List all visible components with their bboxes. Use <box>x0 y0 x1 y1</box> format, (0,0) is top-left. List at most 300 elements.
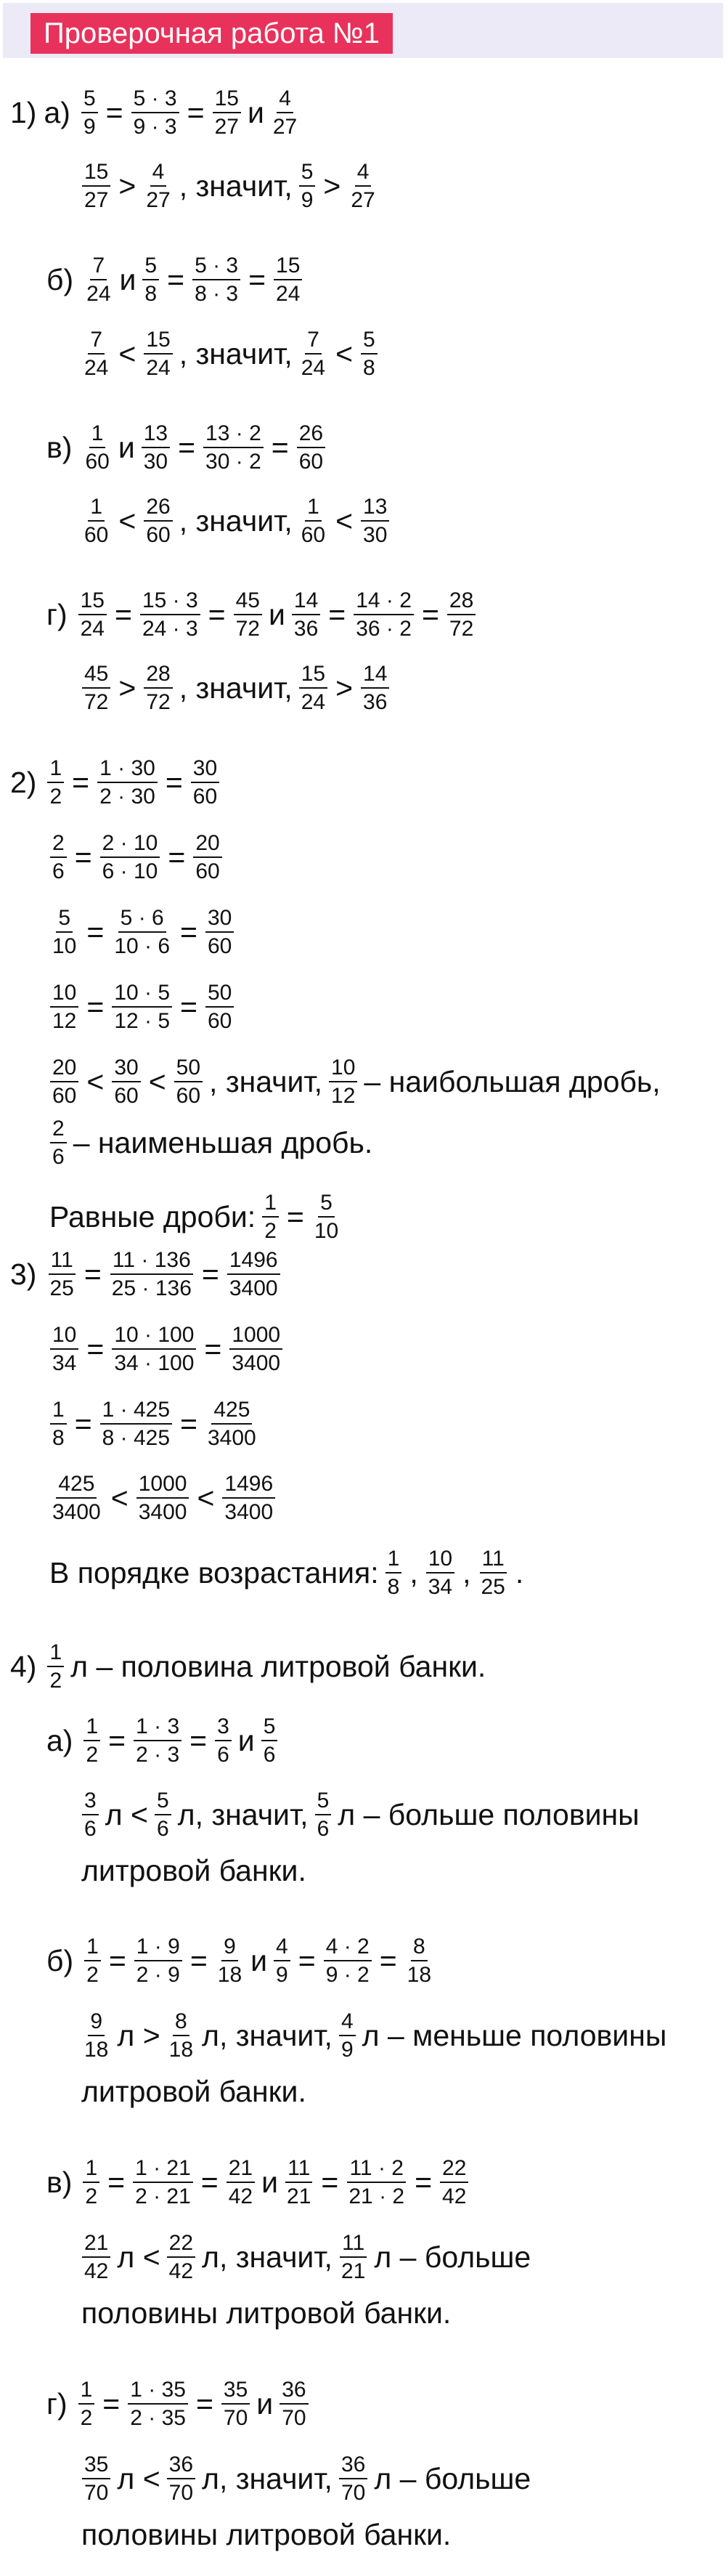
text-run: литровой банки. <box>81 2074 306 2108</box>
fraction-denominator: 9 · 2 <box>325 1963 370 1987</box>
fraction-numerator: 5 <box>361 328 378 355</box>
fraction-denominator: 8 <box>52 1426 65 1450</box>
text-run: половины литровой банки. <box>81 2517 452 2551</box>
fraction-denominator: 36 <box>363 690 388 714</box>
fraction-denominator: 60 <box>192 785 218 809</box>
fraction-denominator: 25 <box>49 1276 74 1300</box>
fraction <box>84 1935 101 1987</box>
operator: < <box>335 503 354 538</box>
fraction-numerator: 30 <box>112 1056 140 1083</box>
fraction-numerator: 5 · 3 <box>192 254 240 281</box>
text-run: – наименьшая дробь. <box>73 1125 373 1159</box>
fraction-denominator: 21 · 2 <box>348 2184 405 2208</box>
fraction-numerator: 11 · 2 <box>347 2157 406 2184</box>
fraction-denominator: 24 <box>80 617 105 641</box>
fraction <box>440 2157 468 2208</box>
fraction-numerator: 7 <box>88 328 105 355</box>
operator: = <box>180 1406 197 1441</box>
fraction <box>205 981 234 1033</box>
fraction-denominator: 70 <box>84 2481 109 2505</box>
fraction-numerator: 425 <box>56 1473 97 1499</box>
fraction <box>299 663 327 714</box>
fraction-numerator: 36 <box>339 2453 367 2480</box>
fraction <box>426 1547 454 1599</box>
fraction-denominator: 34 · 100 <box>114 1351 195 1375</box>
text-run: л – меньше половины <box>362 2018 667 2052</box>
fraction-numerator: 30 <box>191 757 219 784</box>
fraction-denominator: 2 · 30 <box>99 785 155 809</box>
math-line <box>10 756 223 809</box>
fraction-denominator: 42 <box>228 2184 253 2208</box>
fraction <box>203 422 264 474</box>
fraction-numerator: 22 <box>167 2232 195 2259</box>
item-label: а) <box>44 95 70 129</box>
operator: = <box>189 1723 208 1757</box>
fraction <box>47 757 64 809</box>
fraction-numerator: 35 <box>82 2453 110 2480</box>
fraction <box>167 2232 195 2283</box>
fraction-numerator: 13 <box>361 495 389 522</box>
fraction <box>222 1473 275 1524</box>
item-label: б) <box>46 262 74 296</box>
fraction-numerator: 4 <box>150 161 167 187</box>
math-line <box>10 86 303 139</box>
fraction-denominator: 34 <box>52 1351 77 1375</box>
fraction-denominator: 12 <box>331 1084 356 1108</box>
fraction <box>221 2378 250 2430</box>
operator: = <box>201 1257 219 1291</box>
fraction <box>82 2232 110 2283</box>
operator: < <box>197 1481 215 1515</box>
fraction-denominator: 3400 <box>208 1426 256 1450</box>
operator: = <box>178 430 196 464</box>
fraction-denominator: 9 <box>83 115 96 139</box>
fraction-numerator: 1 <box>83 2157 99 2184</box>
fraction <box>82 663 110 714</box>
fraction-denominator: 70 <box>223 2406 248 2430</box>
math-line <box>78 159 381 212</box>
math-line <box>46 421 329 474</box>
fraction <box>361 495 389 547</box>
fraction <box>215 1715 232 1767</box>
math-line <box>78 661 393 714</box>
text-run: л, значит, <box>202 2461 333 2495</box>
fraction-numerator: 5 <box>155 1789 171 1816</box>
fraction-denominator: 2 <box>80 2406 93 2430</box>
fraction-denominator: 60 <box>85 450 110 474</box>
operator: = <box>200 2165 219 2199</box>
fraction-denominator: 60 <box>146 523 171 547</box>
item-label: б) <box>46 1943 74 1977</box>
text-run: л, значит, <box>202 2018 333 2052</box>
fraction-denominator: 8 · 3 <box>195 282 239 306</box>
fraction-denominator: 9 <box>340 2038 354 2062</box>
fraction-denominator: 24 <box>276 282 301 306</box>
text-run: л, значит, <box>202 2240 333 2274</box>
fraction <box>82 2453 110 2505</box>
fraction-numerator: 45 <box>234 589 262 616</box>
fraction-denominator: 72 <box>449 617 474 641</box>
fraction-denominator: 6 <box>263 1743 276 1767</box>
fraction-numerator: 1 · 9 <box>134 1935 182 1962</box>
math-line <box>46 1934 437 1987</box>
text-run: л < <box>105 1797 148 1831</box>
fraction <box>50 1473 103 1524</box>
fraction-numerator: 1 <box>305 495 322 522</box>
operator: < <box>118 336 136 370</box>
operator: = <box>74 840 92 874</box>
fraction-numerator: 5 <box>315 1789 332 1816</box>
fraction-denominator: 6 <box>84 1817 97 1841</box>
fraction-numerator: 28 <box>447 589 476 616</box>
fraction <box>324 1935 372 1987</box>
fraction <box>50 1398 67 1450</box>
fraction-denominator: 72 <box>146 690 171 714</box>
fraction-numerator: 5 <box>261 1715 278 1742</box>
fraction-denominator: 9 · 3 <box>133 115 177 139</box>
fraction-numerator: 1 · 35 <box>128 2378 188 2405</box>
operator: = <box>271 430 289 464</box>
fraction-numerator: 5 · 6 <box>118 907 166 933</box>
fraction-numerator: 1 · 3 <box>134 1715 182 1742</box>
fraction-numerator: 10 <box>50 1324 78 1350</box>
fraction-numerator: 1 · 30 <box>97 757 158 784</box>
math-line <box>78 327 381 380</box>
fraction <box>82 2010 110 2062</box>
fraction <box>81 87 98 139</box>
fraction <box>312 1191 340 1243</box>
fraction-numerator: 20 <box>193 832 221 859</box>
fraction <box>50 1056 78 1108</box>
operator: = <box>74 1406 92 1441</box>
fraction-numerator: 3 <box>82 1789 99 1816</box>
item-label: 4) <box>10 1649 37 1683</box>
fraction-numerator: 14 <box>361 663 389 689</box>
fraction-denominator: 2 <box>49 785 62 809</box>
text-run: , значит, <box>179 169 293 203</box>
fraction <box>112 907 172 958</box>
fraction-numerator: 1 <box>88 495 105 522</box>
operator: > <box>323 169 341 203</box>
fraction <box>97 757 158 809</box>
operator: > <box>118 671 136 705</box>
math-line <box>46 1714 281 1767</box>
fraction <box>112 981 172 1033</box>
fraction-numerator: 1 <box>84 1935 101 1962</box>
fraction-denominator: 10 <box>52 934 77 958</box>
fraction-denominator: 27 <box>84 188 109 212</box>
operator: = <box>189 1943 208 1977</box>
fraction-denominator: 6 <box>52 1145 65 1169</box>
fraction-numerator: 1000 <box>229 1324 282 1350</box>
fraction <box>361 328 378 380</box>
fraction <box>50 1324 78 1375</box>
fraction-denominator: 6 · 10 <box>102 859 158 883</box>
fraction <box>50 907 78 958</box>
fraction <box>133 2157 193 2208</box>
fraction <box>167 2010 195 2062</box>
fraction-denominator: 18 <box>407 1963 432 1987</box>
fraction-denominator: 60 <box>208 934 232 958</box>
operator: , <box>409 1555 418 1589</box>
operator: = <box>108 1943 126 1977</box>
fraction-denominator: 2 <box>49 1669 62 1693</box>
math-line <box>46 905 237 958</box>
fraction <box>234 589 262 641</box>
text-run: л < <box>117 2461 160 2495</box>
math-line <box>46 2377 312 2430</box>
math-line <box>78 2070 309 2113</box>
operator: = <box>180 989 197 1024</box>
fraction-denominator: 2 <box>264 1219 277 1243</box>
fraction-denominator: 6 <box>217 1743 229 1767</box>
fraction-numerator: 425 <box>211 1398 252 1425</box>
fraction <box>386 1547 402 1599</box>
fraction-numerator: 4 · 2 <box>324 1935 372 1962</box>
text-run: и <box>118 430 135 464</box>
operator: = <box>421 597 439 631</box>
fraction-denominator: 42 <box>168 2259 194 2283</box>
text-run: л, значит, <box>177 1797 309 1831</box>
fraction-numerator: 1496 <box>222 1473 275 1499</box>
fraction <box>144 328 172 380</box>
fraction <box>192 254 240 306</box>
operator: = <box>86 1332 105 1366</box>
fraction-numerator: 1 <box>50 1398 67 1425</box>
fraction <box>144 161 172 212</box>
fraction-denominator: 60 <box>208 1009 232 1033</box>
fraction-numerator: 15 <box>274 254 302 281</box>
fraction <box>292 589 320 641</box>
fraction-numerator: 11 <box>480 1547 507 1574</box>
fraction-denominator: 2 · 3 <box>136 1743 180 1767</box>
fraction <box>78 2378 95 2430</box>
math-line <box>78 2291 454 2335</box>
fraction-numerator: 10 · 5 <box>112 981 172 1008</box>
math-line <box>46 1546 528 1599</box>
fraction-denominator: 18 <box>168 2038 194 2062</box>
fraction-denominator: 60 <box>176 1084 201 1108</box>
fraction-denominator: 2 · 9 <box>136 1963 180 1987</box>
fraction-numerator: 2 <box>50 832 67 859</box>
fraction <box>346 2157 407 2208</box>
fraction-denominator: 25 · 136 <box>111 1276 192 1300</box>
fraction-denominator: 60 <box>301 523 326 547</box>
operator: < <box>118 503 136 538</box>
math-line <box>46 1322 286 1375</box>
item-label: 1) <box>10 95 37 129</box>
operator: = <box>105 95 123 129</box>
math-line <box>78 494 393 547</box>
fraction <box>216 1935 244 1987</box>
operator: = <box>248 262 266 296</box>
fraction <box>112 1056 140 1108</box>
math-line <box>46 588 479 641</box>
fraction <box>339 2010 356 2062</box>
fraction-numerator: 11 <box>49 1249 76 1276</box>
fraction-numerator: 26 <box>144 495 172 522</box>
fraction <box>84 254 113 306</box>
text-run: литровой банки. <box>81 1853 306 1887</box>
fraction <box>112 1324 196 1375</box>
fraction-denominator: 2 <box>86 1743 99 1767</box>
fraction <box>155 1789 171 1841</box>
fraction-denominator: 60 <box>195 859 220 883</box>
fraction-numerator: 26 <box>297 422 325 449</box>
fraction-denominator: 27 <box>214 115 239 139</box>
fraction-denominator: 70 <box>282 2406 306 2430</box>
operator: = <box>328 597 346 631</box>
fraction-numerator: 5 · 3 <box>131 87 179 114</box>
operator: = <box>114 597 132 631</box>
operator: < <box>335 336 354 370</box>
fraction-numerator: 9 <box>221 1935 238 1962</box>
fraction <box>274 254 302 306</box>
fraction-numerator: 3 <box>215 1715 232 1742</box>
fraction-denominator: 2 <box>86 1963 99 1987</box>
text-run: л < <box>117 2240 160 2274</box>
item-label: 2) <box>10 765 37 799</box>
fraction-denominator: 24 <box>86 282 111 306</box>
fraction-denominator: 3400 <box>52 1500 101 1524</box>
fraction-numerator: 1496 <box>227 1249 280 1276</box>
math-line <box>78 1849 309 1892</box>
fraction-denominator: 6 <box>156 1817 169 1841</box>
fraction <box>50 832 67 883</box>
fraction-numerator: 7 <box>305 328 322 355</box>
fraction <box>229 1324 282 1375</box>
operator: < <box>148 1064 166 1098</box>
fraction-numerator: 7 <box>90 254 107 281</box>
math-line <box>78 2452 534 2505</box>
fraction-numerator: 13 <box>142 422 170 449</box>
fraction <box>447 589 476 641</box>
fraction <box>174 1056 203 1108</box>
fraction-denominator: 34 <box>428 1575 453 1599</box>
fraction <box>299 161 316 212</box>
fraction-numerator: 36 <box>280 2378 308 2405</box>
operator: = <box>167 262 185 296</box>
fraction-numerator: 2 · 10 <box>100 832 160 859</box>
text-run: половины литровой банки. <box>81 2296 452 2330</box>
fraction <box>47 1641 64 1693</box>
operator: > <box>335 671 354 705</box>
fraction-denominator: 8 <box>387 1575 400 1599</box>
fraction-denominator: 8 · 425 <box>102 1426 171 1450</box>
fraction <box>299 328 327 380</box>
text-run: и <box>119 262 136 296</box>
fraction <box>110 1249 194 1300</box>
fraction-denominator: 9 <box>301 188 314 212</box>
fraction-numerator: 20 <box>50 1056 78 1083</box>
fraction-denominator: 30 <box>143 450 168 474</box>
fraction-denominator: 24 <box>301 690 326 714</box>
fraction-denominator: 21 <box>340 2259 366 2283</box>
fraction <box>82 495 110 547</box>
fraction-denominator: 24 <box>301 356 326 380</box>
fraction <box>50 1117 67 1169</box>
fraction <box>78 589 107 641</box>
fraction-denominator: 25 <box>481 1575 505 1599</box>
operator: = <box>83 1257 102 1291</box>
fraction-numerator: 21 <box>82 2232 110 2259</box>
fraction-numerator: 1 <box>47 757 64 784</box>
fraction <box>82 328 110 380</box>
text-run: л – половина литровой банки. <box>70 1649 486 1683</box>
fraction-numerator: 1 <box>386 1547 402 1574</box>
fraction-denominator: 6 <box>52 859 65 883</box>
operator: < <box>86 1064 105 1098</box>
fraction-numerator: 15 <box>82 161 110 187</box>
fraction-denominator: 24 <box>146 356 171 380</box>
fraction <box>227 2157 255 2208</box>
operator: = <box>195 2386 213 2421</box>
item-label: а) <box>46 1723 73 1757</box>
fraction <box>339 2453 367 2505</box>
text-run: и <box>256 2386 274 2421</box>
fraction-denominator: 6 <box>317 1817 330 1841</box>
fraction <box>479 1547 507 1599</box>
fraction-denominator: 3400 <box>138 1500 187 1524</box>
fraction-numerator: 1 <box>89 422 106 449</box>
fraction <box>361 663 389 714</box>
fraction <box>329 1056 357 1108</box>
fraction <box>144 663 172 714</box>
fraction <box>136 1473 189 1524</box>
text-run: л > <box>117 2018 160 2052</box>
fraction-denominator: 36 · 2 <box>356 617 412 641</box>
text-run: , значит, <box>209 1064 323 1098</box>
fraction <box>299 495 327 547</box>
fraction <box>140 589 200 641</box>
operator: = <box>72 765 90 799</box>
fraction <box>205 907 234 958</box>
fraction-numerator: 15 <box>78 589 107 616</box>
fraction-denominator: 10 <box>314 1219 339 1243</box>
fraction-denominator: 70 <box>340 2481 366 2505</box>
fraction-denominator: 8 <box>144 282 158 306</box>
item-label: в) <box>46 430 73 464</box>
item-label: в) <box>46 2165 73 2199</box>
operator: = <box>86 915 105 949</box>
fraction-denominator: 3400 <box>229 1276 278 1300</box>
fraction <box>47 1249 76 1300</box>
operator: = <box>379 1943 397 1977</box>
text-run: , значит, <box>179 671 293 705</box>
fraction-numerator: 15 · 3 <box>140 589 200 616</box>
fraction <box>191 757 219 809</box>
fraction <box>315 1789 332 1841</box>
fraction-numerator: 35 <box>221 2378 250 2405</box>
operator: = <box>187 95 205 129</box>
fraction-numerator: 1 <box>83 1715 100 1742</box>
fraction-numerator: 8 <box>411 1935 428 1962</box>
operator: = <box>102 2386 121 2421</box>
math-line <box>46 1116 375 1169</box>
fraction-denominator: 24 <box>84 356 109 380</box>
operator: = <box>298 1943 316 1977</box>
text-run: и <box>261 2165 279 2199</box>
text-run: Равные дроби: <box>49 1199 256 1234</box>
fraction <box>144 495 172 547</box>
fraction <box>297 422 325 474</box>
math-line <box>46 980 237 1033</box>
operator: = <box>165 765 183 799</box>
fraction-denominator: 2 · 35 <box>130 2406 186 2430</box>
fraction-denominator: 18 <box>217 1963 242 1987</box>
fraction-denominator: 18 <box>84 2038 109 2062</box>
fraction-numerator: 5 <box>81 87 98 114</box>
